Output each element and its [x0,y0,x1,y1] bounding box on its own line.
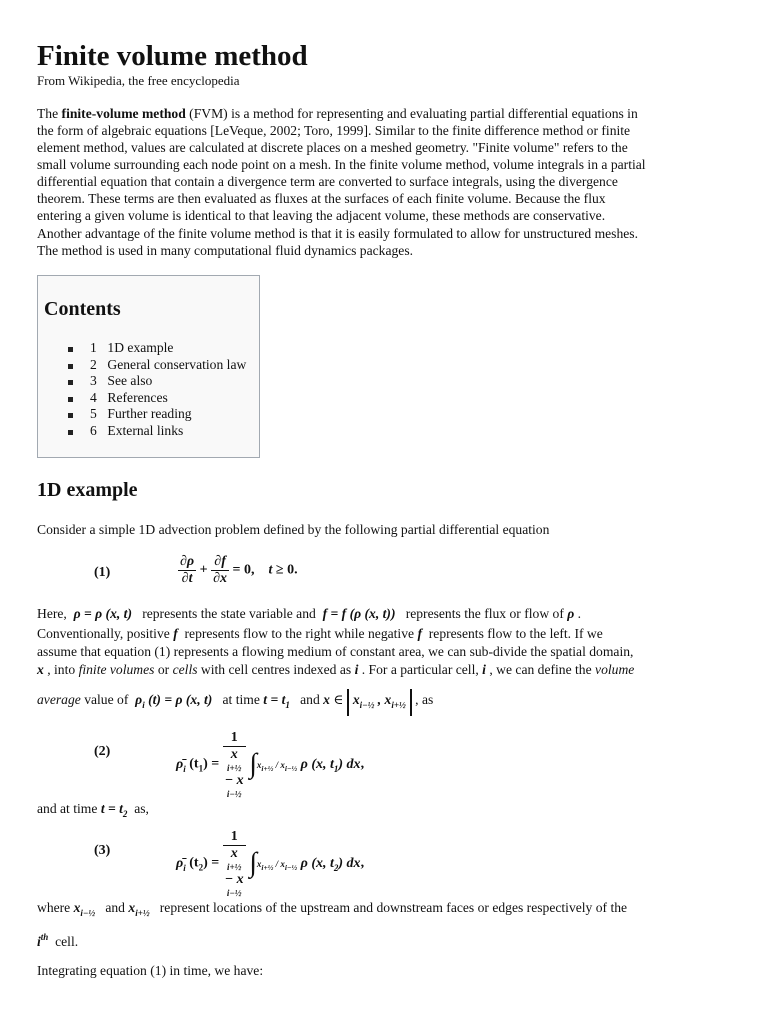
section-paragraph-5: x , into finite volumes or cells with cell centres indexed as i . For a particular cell, i , we can define the volume [37,662,635,677]
toc-link[interactable]: 1D example [107,340,174,355]
section-paragraph-7: and at time $t = t_2$ as, [37,801,149,819]
intro-line-1: The finite-volume method (FVM) is a method for representing and evaluating partial differential equations in [37,106,638,121]
intro-line-2: the form of algebraic equations [LeVeque, 2002; Toro, 1999]. Similar to the finite difference method or finite [37,123,631,138]
toc-link[interactable]: Further reading [107,406,192,421]
math-f-def: f = f (ρ (x, t)) [322,606,396,621]
toc-item-see-also[interactable]: 3 See also [44,373,246,390]
section-paragraph-10: Integrating equation (1) in time, we have: [37,963,264,978]
intro-line-4: small volume surrounding each node point on a mesh. In the finite volume method, volume integrals in a partial [37,157,646,172]
section-paragraph-4: assume that equation (1) represents a flowing medium of constant area, we can sub-divide the spatial domain, [37,644,634,659]
toc-item-general-conservation-law[interactable]: 2 General conservation law [44,357,246,374]
toc-item-external-links[interactable]: 6 External links [44,423,246,440]
intro-line-7: entering a given volume is identical to that leaving the adjacent volume, these methods are conservative. [37,208,606,223]
page-title: Finite volume method [37,40,308,72]
bold-term: finite-volume method [61,106,186,121]
section-paragraph-8: where $x_{i-\frac{1}{2}}$ and $x_{i+\frac{1}{2}}$ represent locations of the upstream and downstream faces or edges respectively of the [37,900,628,918]
table-of-contents [37,275,260,458]
bullet-icon [68,364,73,369]
section-paragraph-6: average value of $\rho_i$ (t) = ρ (x, t) at time $t = t_1$ and x ∈ $x_{i-\frac{1}{2}}$ , $x_{i+\frac{1}{2}}$ , as [37,689,433,716]
section-paragraph-3: Conventionally, positive f represents flow to the right while negative f represents flow to the left. If we [37,626,603,641]
intro-line-9: The method is used in many computational fluid dynamics packages. [37,243,414,258]
section-paragraph-9: $i^{th}$ cell. [37,932,79,949]
intro-line-5: differential equation that contain a divergence term are converted to surface integrals, using the divergence [37,174,618,189]
toc-link[interactable]: External links [107,422,184,438]
bullet-icon [68,413,73,418]
equation-3: $\rhō_i$ $(t_2)$ = 1 x i+½ − x i−½ $\int x_{i+\frac{1}{2}} / x_{i-\frac{1}{2}}$ ρ (x, $t_2$) dx, [176,829,365,898]
intro-line-3: element method, values are calculated at discrete places on a meshed geometry. "Finite volume" refers to the [37,140,628,155]
bullet-icon [68,347,73,352]
toc-item-references[interactable]: 4 References [44,390,246,407]
bullet-icon [68,380,73,385]
intro-line-6: theorem. These terms are then evaluated as fluxes at the surfaces of each finite volume. Because the flux [37,191,606,206]
section-paragraph-2: Here, ρ = ρ (x, t) represents the state variable and f = f (ρ (x, t)) represents the flux or flow of ρ . [37,606,582,621]
bullet-icon [68,430,73,435]
page-subtitle: From Wikipedia, the free encyclopedia [37,73,240,88]
toc-link[interactable]: General conservation law [107,356,247,372]
equation-2: $\rhō_i$ $(t_1)$ = 1 x i+½ − x i−½ $\int x_{i+\frac{1}{2}} / x_{i-\frac{1}{2}}$ ρ (x, $t_1$) dx, [176,730,365,799]
toc-list [44,340,246,439]
equation-1-label: (1) [94,565,111,580]
math-rho-def: ρ = ρ (x, t) [73,606,132,621]
equation-3-label: (3) [94,843,111,858]
equation-2-label: (2) [94,744,111,759]
bullet-icon [68,397,73,402]
toc-title: Contents [44,298,121,320]
section-heading-1d-example: 1D example [37,479,138,501]
toc-link[interactable]: References [107,389,168,405]
equation-1: $\frac{\partial\rho}{\partial t}$ + $\frac{\partial f}{\partial x}$ = 0, t ≥ 0. [180,554,298,586]
toc-item-1d-example[interactable]: 1 1D example [44,340,246,357]
intro-line-8: Another advantage of the finite volume method is that it is easily formulated to allow for unstructured meshes. [37,226,638,241]
toc-link[interactable]: See also [107,373,153,388]
section-paragraph-1: Consider a simple 1D advection problem defined by the following partial differential equation [37,522,550,537]
toc-item-further-reading[interactable]: 5 Further reading [44,406,246,423]
